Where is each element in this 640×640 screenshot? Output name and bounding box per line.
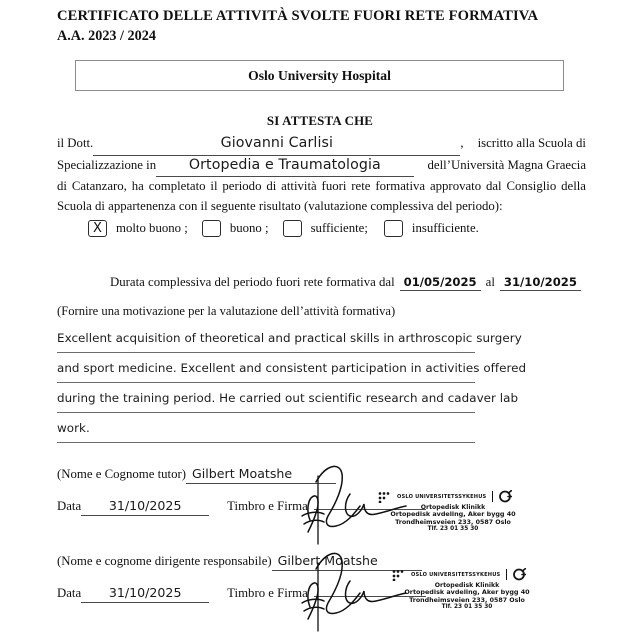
manager-date-row: [57, 585, 426, 603]
stamp-clinic: Ortopedisk Klinikk: [420, 504, 486, 511]
hospital-name: Oslo University Hospital: [248, 67, 391, 83]
motivation-line[interactable]: [57, 323, 522, 353]
stamp-divider: [492, 491, 493, 502]
manager-name-row: [57, 553, 426, 571]
tutor-stamp-label: Timbro e Firma: [227, 499, 308, 513]
academic-year: A.A. 2023 / 2024: [57, 28, 156, 44]
duration-to-field[interactable]: 31/10/2025: [500, 275, 581, 291]
label-sufficiente: sufficiente;: [310, 221, 368, 235]
stamp-divider: [506, 569, 507, 580]
motivation-hint: (Fornire una motivazione per la valutazione dell’attività formativa): [57, 304, 396, 318]
motivation-line[interactable]: [57, 413, 475, 443]
specialization-row: [57, 156, 586, 178]
comma-after-name: ,: [460, 136, 464, 150]
stamp-clinic: Ortopedisk Klinikk: [434, 582, 500, 589]
checkbox-buono[interactable]: [202, 220, 221, 237]
body-line-4: Scuola di appartenenza con il seguente risultato (valutazione complessiva del periodo):: [57, 198, 503, 213]
label-buono: buono ;: [229, 221, 269, 235]
stamp-department: Ortopedisk avdeling, Aker bygg 40: [404, 588, 530, 597]
motivation-line[interactable]: [57, 353, 527, 383]
specialization-label: Specializzazione in: [57, 157, 157, 172]
stamp-phone: Tlf. 23 01 35 30: [441, 604, 493, 611]
tutor-name-label: (Nome e Cognome tutor): [57, 467, 187, 481]
tutor-official-stamp: [378, 490, 528, 533]
manager-name-value: Gilbert Moatshe: [277, 553, 378, 568]
tutor-date-value: 31/10/2025: [108, 498, 182, 513]
iscritto-text: iscritto alla Scuola di: [477, 136, 586, 150]
label-insufficiente: insufficiente.: [411, 221, 479, 235]
manager-official-stamp: [392, 568, 542, 611]
stamp-department: Ortopedisk avdeling, Aker bygg 40: [390, 510, 516, 519]
duration-from-field[interactable]: 01/05/2025: [400, 275, 481, 291]
duration-row: [110, 275, 586, 291]
motivation-line-text: and sport medicine. Excellent and consistent participation in activities offered: [57, 360, 527, 375]
doctor-name-row: [57, 134, 586, 156]
motivation-line-text: during the training period. He carried out scientific research and cadaver lab: [57, 390, 519, 405]
oslo-logo-dots-icon: [378, 491, 393, 503]
tutor-date-row: [57, 498, 426, 516]
tutor-signature-block: [57, 466, 426, 516]
manager-name-label: (Nome e cognome dirigente responsabile): [57, 554, 272, 568]
motivation-line-text: Excellent acquisition of theoretical and practical skills in arthroscopic surgery: [57, 330, 522, 345]
stamp-address: Trondheimsveien 233, 0587 Oslo: [409, 596, 525, 604]
motivation-line[interactable]: [57, 383, 519, 413]
motivation-line-text: work.: [57, 420, 90, 435]
checkbox-molto-buono[interactable]: [88, 220, 107, 237]
body-paragraph: [57, 134, 586, 216]
manager-signature-block: [57, 553, 426, 603]
stamp-brand-text: OSLO UNIVERSITETSSYKEHUS: [397, 493, 487, 500]
stamp-address: Trondheimsveien 233, 0587 Oslo: [395, 518, 511, 526]
page-title: CERTIFICATO DELLE ATTIVITÀ SVOLTE FUORI RETE FORMATIVA: [57, 8, 539, 24]
oslo-logo-mark-icon: [499, 490, 512, 503]
manager-date-label: Data: [57, 586, 82, 600]
tutor-name-field[interactable]: [186, 466, 336, 484]
attestation-heading: SI ATTESTA CHE: [266, 114, 374, 128]
title-block: [57, 7, 587, 45]
motivation-lines: [57, 323, 527, 443]
duration-prefix: Durata complessiva del periodo fuori rete formativa dal: [110, 275, 395, 289]
tutor-date-field[interactable]: [81, 498, 209, 516]
oslo-logo-mark-icon: [513, 568, 526, 581]
tutor-name-row: [57, 466, 426, 484]
hospital-name-box: [75, 60, 564, 91]
stamp-header: [378, 490, 528, 503]
stamp-brand-text: OSLO UNIVERSITETSSYKEHUS: [411, 571, 501, 578]
university-text: dell’Università Magna Graecia: [427, 157, 586, 172]
evaluation-options: [88, 220, 493, 237]
doctor-name-value: Giovanni Carlisi: [220, 135, 334, 151]
tutor-date-label: Data: [57, 499, 82, 513]
manager-stamp-label: Timbro e Firma: [227, 586, 308, 600]
manager-date-field[interactable]: [81, 585, 209, 603]
specialization-field[interactable]: [156, 156, 413, 178]
manager-date-value: 31/10/2025: [108, 585, 182, 600]
stamp-header: [392, 568, 542, 581]
stamp-phone: Tlf. 23 01 35 30: [427, 526, 479, 533]
body-line-3: di Catanzaro, ha completato il periodo di attività fuori rete formativa approvato dal Consiglio della: [57, 179, 586, 194]
oslo-logo-dots-icon: [392, 569, 407, 581]
doctor-name-field[interactable]: [93, 134, 460, 156]
label-molto-buono: molto buono ;: [116, 221, 188, 235]
specialization-value: Ortopedia e Traumatologia: [188, 156, 381, 173]
check-mark-icon: X: [93, 221, 102, 236]
checkbox-insufficiente[interactable]: [384, 220, 403, 237]
duration-middle: al: [485, 275, 495, 289]
checkbox-sufficiente[interactable]: [283, 220, 302, 237]
doctor-label: il Dott.: [57, 136, 94, 150]
tutor-name-value: Gilbert Moatshe: [192, 466, 293, 481]
